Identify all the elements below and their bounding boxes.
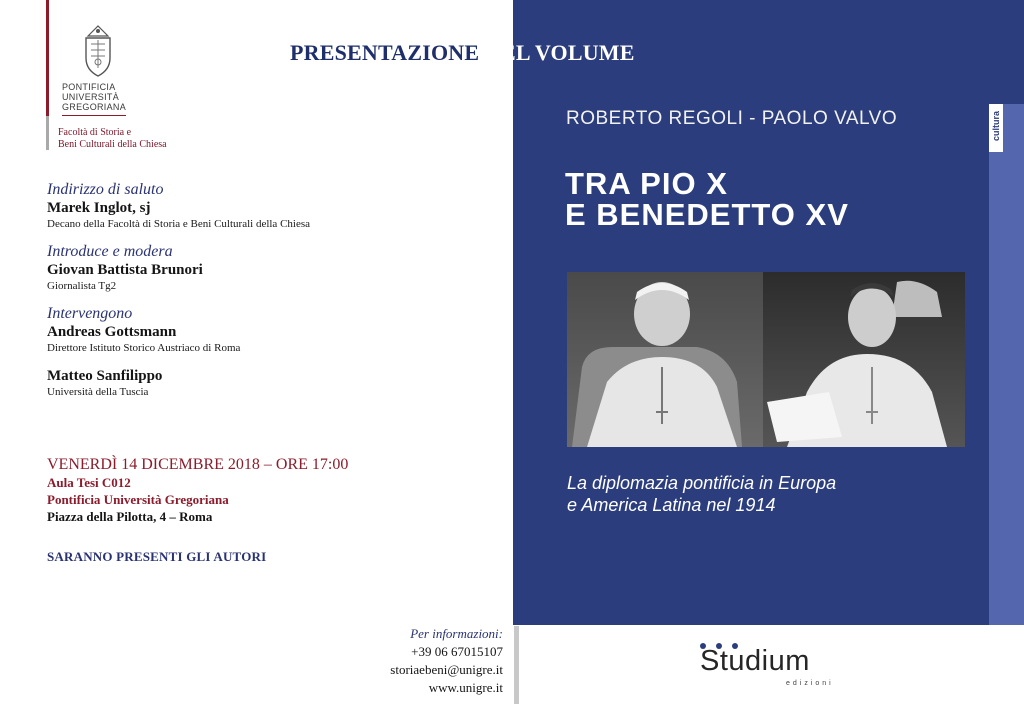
publisher-name: Studium [700, 645, 810, 677]
book-authors: ROBERTO REGOLI - PAOLO VALVO [566, 108, 898, 129]
speaker-name: Giovan Battista Brunori [47, 262, 203, 278]
program-role: Intervengono [47, 305, 133, 322]
speaker-title: Decano della Facoltà di Storia e Beni Culturali della Chiesa [47, 218, 311, 230]
program-role: Introduce e modera [47, 243, 173, 260]
logo-divider [62, 115, 126, 116]
cover-photo [567, 272, 965, 447]
event-address: Piazza della Pilotta, 4 – Roma [47, 509, 213, 524]
authors-note: SARANNO PRESENTI GLI AUTORI [47, 549, 267, 564]
event-details [47, 455, 497, 525]
event-room: Aula Tesi C012 [47, 475, 131, 490]
faculty-name: Facoltà di Storia e Beni Culturali della Chiesa [58, 127, 167, 150]
contact-info [390, 625, 503, 697]
university-name: PONTIFICIA UNIVERSITÀ GREGORIANA [62, 82, 127, 112]
event-venue: Pontificia Università Gregoriana [47, 492, 229, 507]
contact-phone[interactable]: +39 06 67015107 [411, 644, 503, 659]
speaker-name: Andreas Gottsmann [47, 324, 177, 340]
speaker-name: Marek Inglot, sj [47, 200, 151, 216]
publisher-subtitle: edizioni [786, 680, 834, 687]
program-item [47, 367, 497, 399]
program-item [47, 305, 497, 355]
event-date: VENERDÌ 14 DICEMBRE 2018 – ORE 17:00 [47, 456, 349, 473]
page-title: PRESENTAZIONE DEL VOLUME [290, 40, 635, 65]
book-subtitle: La diplomazia pontificia in Europa e America Latina nel 1914 [567, 473, 837, 515]
accent-bar [46, 0, 49, 116]
university-logo [58, 22, 138, 116]
university-crest-icon [78, 22, 118, 78]
contact-website[interactable]: www.unigre.it [428, 680, 503, 695]
program-role: Indirizzo di saluto [47, 181, 164, 198]
contact-divider [514, 626, 519, 704]
program-item [47, 181, 497, 231]
speaker-title: Giornalista Tg2 [47, 280, 117, 292]
speaker-title: Direttore Istituto Storico Austriaco di Roma [47, 342, 241, 354]
program-list [47, 181, 497, 411]
book-spine [989, 104, 1024, 625]
speaker-title: Università della Tuscia [47, 386, 149, 398]
speaker-name: Matteo Sanfilippo [47, 368, 163, 384]
contact-email[interactable]: storiaebeni@unigre.it [390, 662, 503, 677]
contact-label: Per informazioni: [410, 626, 503, 641]
accent-bar-grey [46, 116, 49, 150]
program-item [47, 243, 497, 293]
book-title: TRA PIO X E BENEDETTO XV [565, 166, 849, 232]
series-label: cultura [989, 104, 1003, 152]
